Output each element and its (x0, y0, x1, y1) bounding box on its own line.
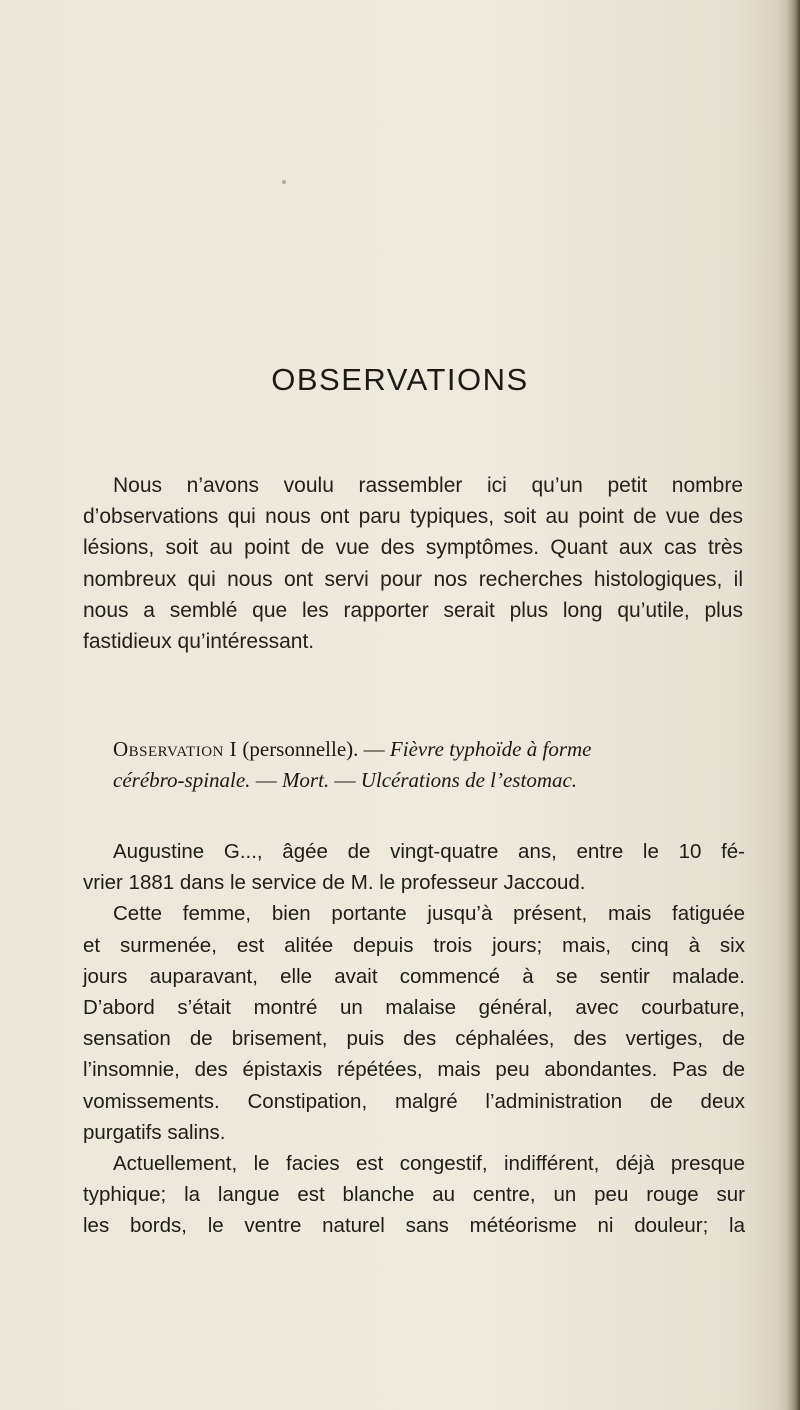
paper-speck (282, 180, 286, 184)
observation-heading (83, 734, 745, 796)
text-line: D’abord s’était montré un malaise général, avec courbature, (83, 996, 745, 1020)
text-line: vrier 1881 dans le service de M. le professeur Jaccoud. (83, 871, 586, 895)
observation-finding: Ulcérations de l’estomac. (360, 768, 578, 792)
section-title: OBSERVATIONS (271, 362, 529, 397)
text-line: Augustine G..., âgée de vingt-quatre ans, entre le 10 fé- (113, 840, 745, 863)
text-line: Actuellement, le facies est congestif, indifférent, déjà presque (113, 1152, 745, 1176)
observation-outcome: Mort. (281, 768, 330, 792)
observation-heading-line-2 (83, 765, 745, 796)
case-paragraph-1 (83, 836, 745, 898)
intro-paragraph (83, 470, 743, 657)
observation-diagnosis: Fièvre typhoïde à forme (389, 737, 592, 761)
text-line: sensation de brisement, puis des céphalées, des vertiges, de (83, 1027, 745, 1051)
text-line: l’insomnie, des épistaxis répétées, mais peu abondantes. Pas de (83, 1058, 745, 1082)
text-line: Cette femme, bien portante jusqu’à présent, mais fatiguée (113, 902, 745, 926)
observation-heading-line-1 (83, 734, 745, 765)
text-line: jours auparavant, elle avait commencé à se sentir malade. (83, 964, 745, 988)
heading-dash: — (255, 768, 277, 792)
text-line: et surmenée, est alitée depuis trois jours; mais, cinq à six (83, 933, 745, 957)
case-paragraph-2 (83, 898, 745, 1148)
page-edge-shadow (786, 0, 800, 1410)
heading-dash: — (363, 737, 385, 761)
observation-label: Observation I (113, 737, 238, 761)
case-paragraph-3 (83, 1148, 745, 1242)
text-line: typhique; la langue est blanche au centre, un peu rouge sur (83, 1183, 745, 1207)
intro-text: Nous n’avons voulu rassembler ici qu’un petit nombre d’observations qui nous ont paru typiques, soit au point de vue des lésions, soit au point de vue des symptômes. Quant aux cas très nombreux qui nous ont servi pour nos recherches histologiques, il nous a semblé que les rapporter serait plus long qu’utile, plus fastidieux qu’intéressant. (83, 474, 743, 654)
observation-diagnosis-cont: cérébro-spinale. (113, 768, 251, 792)
heading-dash: — (334, 768, 356, 792)
observation-qualifier: (personnelle). (242, 737, 359, 761)
text-line: vomissements. Constipation, malgré l’administration de deux (83, 1089, 745, 1113)
text-line: purgatifs salins. (83, 1120, 226, 1144)
text-line: les bords, le ventre naturel sans météorisme ni douleur; la (83, 1214, 745, 1238)
case-text (83, 836, 745, 1242)
